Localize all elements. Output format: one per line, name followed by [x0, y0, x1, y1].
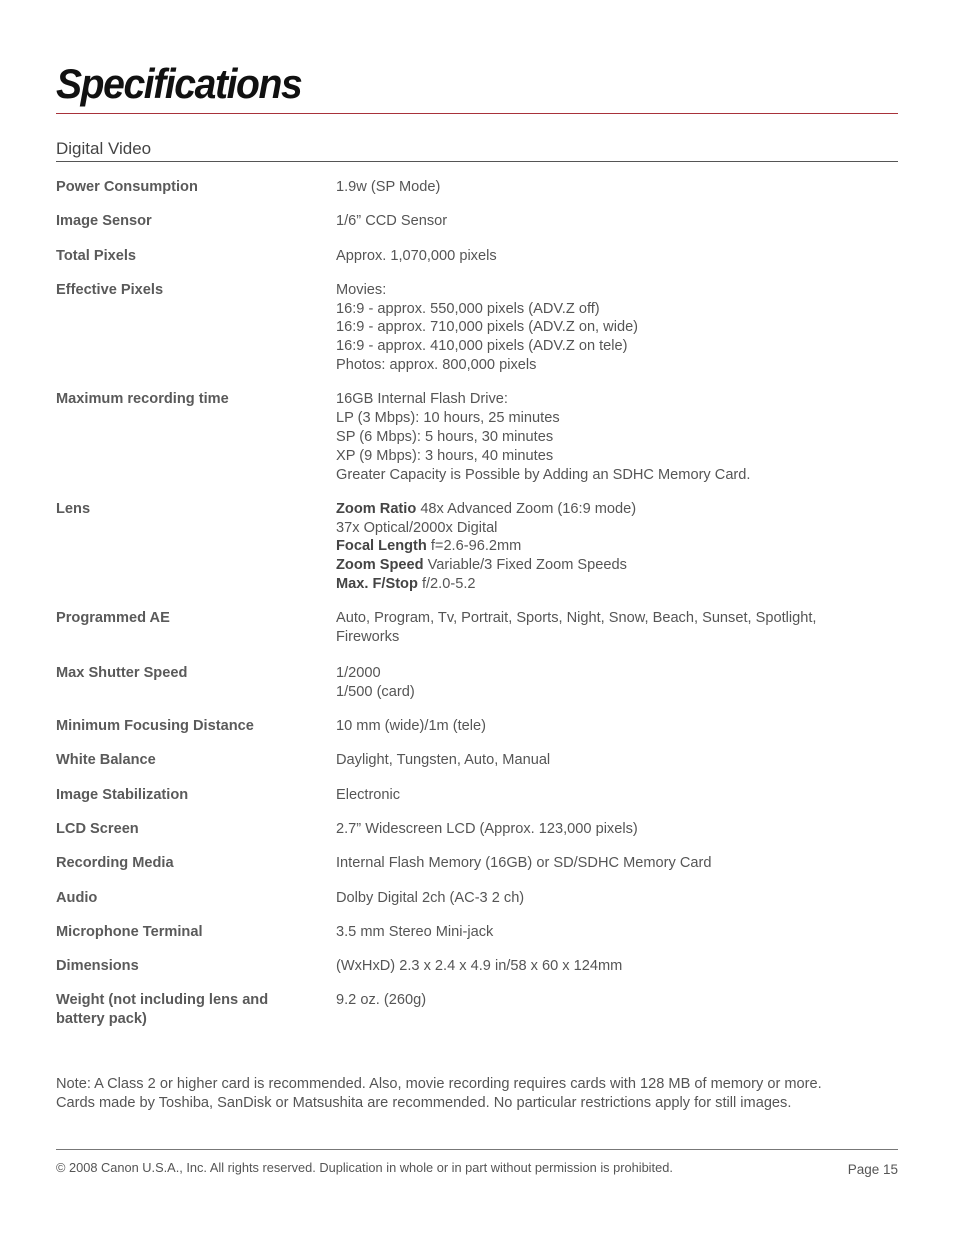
spec-value-text: Internal Flash Memory (16GB) or SD/SDHC Memory Card	[336, 855, 712, 872]
spec-value-line	[336, 786, 898, 805]
note-line: Note: A Class 2 or higher card is recommended. Also, movie recording requires cards with 128 MB of memory or more.	[56, 1076, 822, 1092]
spec-value-line	[336, 717, 898, 736]
spec-row	[56, 281, 898, 375]
spec-label-line: White Balance	[56, 752, 156, 769]
spec-row	[56, 178, 898, 197]
spec-label	[56, 500, 336, 594]
spec-value-line	[336, 537, 898, 556]
spec-label	[56, 609, 336, 647]
spec-value-line	[336, 247, 898, 266]
spec-label	[56, 854, 336, 873]
spec-value	[336, 957, 898, 976]
spec-value-line	[336, 356, 898, 375]
spec-value-line	[336, 889, 898, 908]
spec-value-term: Max. F/Stop	[336, 576, 418, 593]
spec-value	[336, 786, 898, 805]
spec-value	[336, 751, 898, 770]
spec-label-line: Image Sensor	[56, 213, 152, 230]
spec-label-line: Max Shutter Speed	[56, 664, 188, 681]
spec-value-line	[336, 820, 898, 839]
spec-value-line	[336, 575, 898, 594]
spec-value-text: 16:9 - approx. 550,000 pixels (ADV.Z off)	[336, 300, 600, 317]
spec-label	[56, 786, 336, 805]
spec-value-text: Auto, Program, Tv, Portrait, Sports, Night, Snow, Beach, Sunset, Spotlight,	[336, 610, 817, 627]
spec-value	[336, 820, 898, 839]
spec-value	[336, 500, 898, 594]
spec-value-text: Fireworks	[336, 629, 400, 646]
footer-divider	[56, 1149, 898, 1150]
spec-label	[56, 889, 336, 908]
spec-value-term: Zoom Ratio	[336, 500, 417, 517]
spec-value-text: Electronic	[336, 786, 401, 803]
spec-value-text: LP (3 Mbps): 10 hours, 25 minutes	[336, 410, 560, 427]
spec-label	[56, 247, 336, 266]
spec-label-line: battery pack)	[56, 1011, 147, 1028]
spec-value	[336, 247, 898, 266]
spec-label	[56, 957, 336, 976]
spec-label	[56, 390, 336, 484]
spec-value-line	[336, 428, 898, 447]
spec-label	[56, 212, 336, 231]
spec-value-text: 1.9w (SP Mode)	[336, 179, 441, 195]
spec-value-line	[336, 318, 898, 337]
spec-value-line	[336, 178, 898, 197]
page-title: Specifications	[56, 60, 302, 107]
spec-value-line	[336, 957, 898, 976]
spec-label-line: Microphone Terminal	[56, 923, 203, 940]
spec-value-line	[336, 609, 898, 628]
spec-value-line	[336, 628, 898, 647]
spec-value	[336, 609, 898, 647]
spec-value-text: (WxHxD) 2.3 x 2.4 x 4.9 in/58 x 60 x 124mm	[336, 958, 623, 975]
spec-value-text: 16GB Internal Flash Drive:	[336, 391, 508, 408]
spec-label-line: LCD Screen	[56, 820, 139, 837]
spec-value-text: Photos: approx. 800,000 pixels	[336, 357, 537, 374]
spec-row	[56, 212, 898, 231]
spec-label	[56, 281, 336, 375]
spec-label-line: Audio	[56, 889, 98, 906]
spec-row	[56, 957, 898, 976]
spec-value-text: Daylight, Tungsten, Auto, Manual	[336, 752, 551, 769]
spec-value-term: Focal Length	[336, 538, 427, 555]
spec-value-text: XP (9 Mbps): 3 hours, 40 minutes	[336, 447, 554, 464]
spec-label	[56, 664, 336, 702]
spec-value-text: 1/6” CCD Sensor	[336, 213, 448, 230]
spec-row	[56, 820, 898, 839]
spec-value-line	[336, 300, 898, 319]
spec-value	[336, 854, 898, 873]
spec-row	[56, 923, 898, 942]
spec-label-line: Effective Pixels	[56, 281, 164, 298]
spec-value-line	[336, 281, 898, 300]
page-number: Page 15	[847, 1162, 898, 1177]
spec-value-text: 48x Advanced Zoom (16:9 mode)	[416, 500, 637, 517]
spec-value-line	[336, 991, 898, 1010]
spec-value-text: 10 mm (wide)/1m (tele)	[336, 718, 487, 735]
spec-value	[336, 664, 898, 702]
spec-label-line: Power Consumption	[56, 179, 198, 195]
spec-row	[56, 889, 898, 908]
spec-value	[336, 889, 898, 908]
spec-label-line: Lens	[56, 500, 91, 517]
spec-value-text: 9.2 oz. (260g)	[336, 992, 427, 1009]
spec-label-line: Dimensions	[56, 958, 139, 975]
spec-value-line	[336, 500, 898, 519]
spec-value-text: Dolby Digital 2ch (AC-3 2 ch)	[336, 889, 525, 906]
spec-value-text: 2.7” Widescreen LCD (Approx. 123,000 pixels)	[336, 820, 638, 837]
spec-label-line: Total Pixels	[56, 247, 137, 264]
title-divider	[56, 113, 898, 114]
spec-value-line	[336, 519, 898, 538]
spec-row	[56, 854, 898, 873]
spec-label-line: Minimum Focusing Distance	[56, 718, 254, 735]
copyright-text: © 2008 Canon U.S.A., Inc. All rights reserved. Duplication in whole or in part without permission is prohibited.	[56, 1160, 673, 1175]
section-heading: Digital Video	[56, 139, 152, 158]
spec-value-line	[336, 683, 898, 702]
spec-value	[336, 991, 898, 1029]
spec-value-text: f=2.6-96.2mm	[426, 538, 522, 555]
spec-label	[56, 820, 336, 839]
spec-value-term: Zoom Speed	[336, 557, 424, 574]
note-line: Cards made by Toshiba, SanDisk or Matsushita are recommended. No particular restrictions apply for still images.	[56, 1094, 792, 1111]
spec-row	[56, 500, 898, 594]
spec-value-text: f/2.0-5.2	[417, 576, 476, 593]
spec-value-line	[336, 390, 898, 409]
spec-label-line: Recording Media	[56, 855, 174, 872]
spec-label-line: Programmed AE	[56, 610, 170, 627]
spec-value	[336, 717, 898, 736]
spec-value-line	[336, 212, 898, 231]
spec-label-line: Maximum recording time	[56, 391, 229, 408]
spec-value-text: 16:9 - approx. 410,000 pixels (ADV.Z on tele)	[336, 338, 628, 355]
spec-value	[336, 923, 898, 942]
spec-value	[336, 281, 898, 375]
spec-label-line: Image Stabilization	[56, 786, 189, 803]
spec-label	[56, 178, 336, 197]
spec-value	[336, 178, 898, 197]
spec-value-line	[336, 337, 898, 356]
note-text	[56, 1075, 898, 1113]
spec-value	[336, 390, 898, 484]
spec-value-text: 16:9 - approx. 710,000 pixels (ADV.Z on, wide)	[336, 319, 639, 336]
spec-value-text: 37x Optical/2000x Digital	[336, 519, 498, 536]
spec-row	[56, 664, 898, 702]
spec-row	[56, 247, 898, 266]
spec-value-text: Variable/3 Fixed Zoom Speeds	[423, 557, 627, 574]
spec-value-text: SP (6 Mbps): 5 hours, 30 minutes	[336, 428, 554, 445]
spec-value-text: Greater Capacity is Possible by Adding an SDHC Memory Card.	[336, 466, 751, 483]
spec-value-line	[336, 447, 898, 466]
spec-label	[56, 717, 336, 736]
spec-row	[56, 751, 898, 770]
spec-value	[336, 212, 898, 231]
spec-value-line	[336, 556, 898, 575]
spec-row	[56, 390, 898, 484]
spec-value-line	[336, 466, 898, 485]
spec-label	[56, 991, 336, 1029]
specifications-table	[56, 178, 898, 1029]
spec-value-line	[336, 664, 898, 683]
spec-row	[56, 991, 898, 1029]
spec-label-line: Weight (not including lens and	[56, 992, 269, 1009]
spec-value-text: 3.5 mm Stereo Mini-jack	[336, 923, 494, 940]
spec-value-line	[336, 923, 898, 942]
spec-row	[56, 717, 898, 736]
spec-value-text: 1/2000	[336, 664, 381, 681]
spec-value-text: Approx. 1,070,000 pixels	[336, 247, 497, 264]
spec-value-text: 1/500 (card)	[336, 683, 415, 700]
spec-label	[56, 751, 336, 770]
spec-value-line	[336, 854, 898, 873]
spec-row	[56, 609, 898, 647]
spec-value-line	[336, 751, 898, 770]
spec-value-line	[336, 409, 898, 428]
spec-label	[56, 923, 336, 942]
section-divider	[56, 161, 898, 162]
spec-row	[56, 786, 898, 805]
spec-value-text: Movies:	[336, 281, 387, 298]
